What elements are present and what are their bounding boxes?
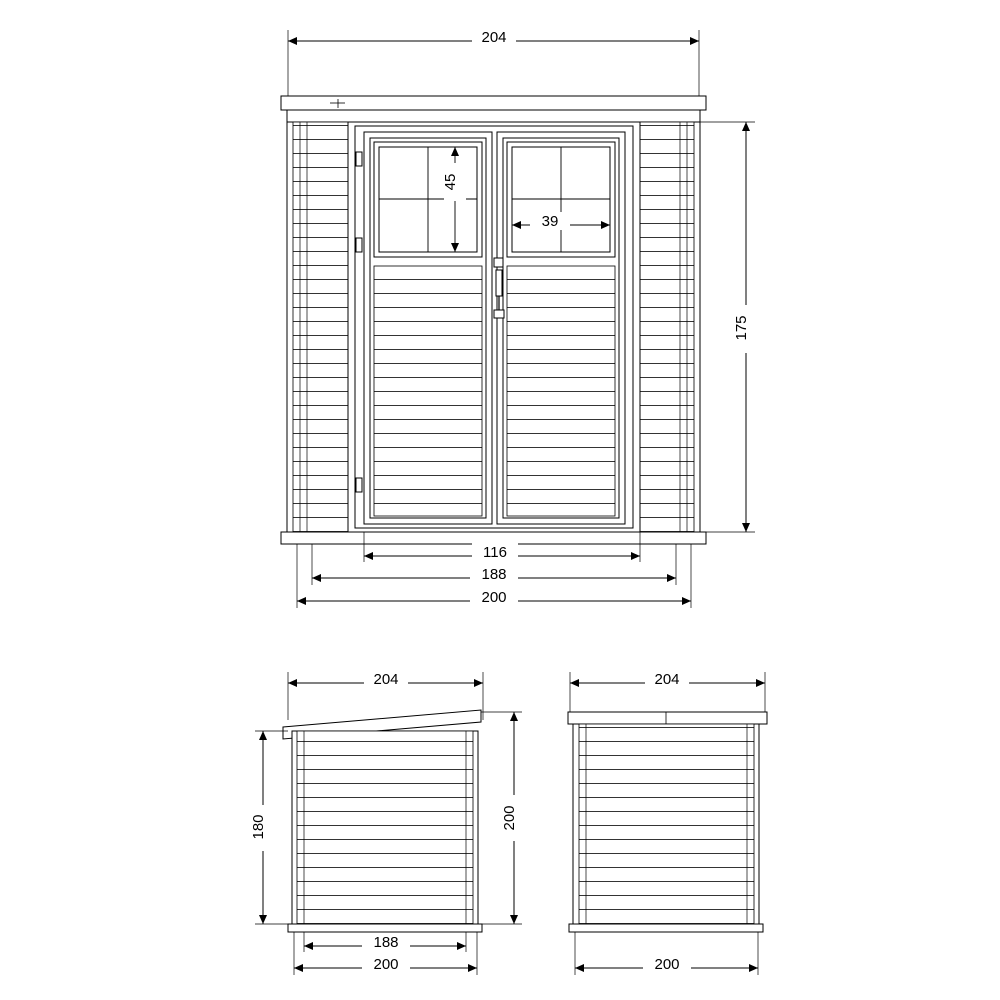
dim-side-height-high: 200	[501, 805, 518, 831]
dim-front-window-height: 45	[442, 173, 459, 191]
dim-side-roof-width: 204	[373, 671, 399, 688]
dim-front-door-width: 116	[483, 544, 507, 561]
front-elevation-view	[281, 30, 755, 608]
dim-side-inner-width: 188	[373, 934, 399, 951]
dim-rear-base-width: 200	[654, 956, 680, 973]
dim-front-wall-height: 175	[733, 315, 750, 341]
dim-front-window-width: 39	[541, 213, 559, 230]
dim-front-top-width: 204	[481, 29, 507, 46]
dim-rear-roof-width: 204	[654, 671, 680, 688]
dim-side-height-low: 180	[250, 814, 267, 840]
side-elevation-view	[255, 672, 522, 975]
dim-front-inner-width: 188	[481, 566, 507, 583]
dim-front-base-width: 200	[481, 589, 507, 606]
dim-side-base-width: 200	[373, 956, 399, 973]
rear-elevation-view	[568, 672, 767, 975]
